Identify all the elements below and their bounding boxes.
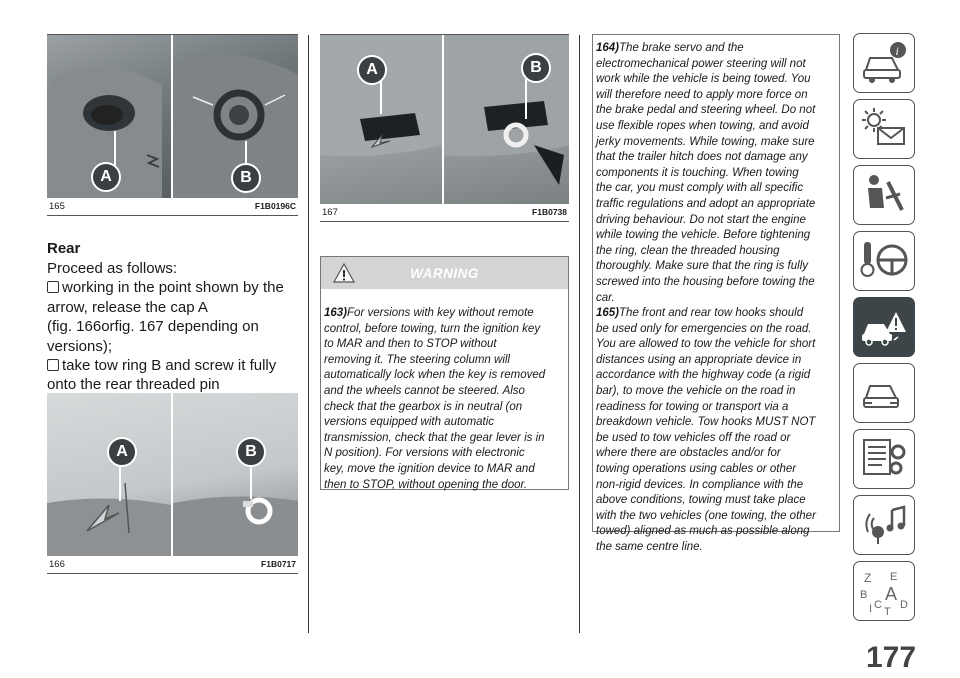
index-letter-b: B — [860, 589, 868, 601]
ring-inserted-illustration — [444, 35, 569, 204]
note-ref: 165) — [596, 307, 620, 320]
warning-title: WARNING — [410, 266, 479, 281]
figure-number: 166 — [49, 559, 65, 570]
starting-driving-icon — [860, 238, 908, 282]
index-letter-i: I — [869, 603, 873, 615]
marker-a: A — [91, 162, 121, 192]
tab-warning-lights[interactable] — [853, 99, 915, 159]
figure-caption — [47, 556, 298, 574]
figure-code: F1B0196C — [254, 201, 296, 211]
tab-safety[interactable] — [853, 165, 915, 225]
tab-starting-driving[interactable] — [853, 231, 915, 291]
index-letter-d: D — [900, 599, 908, 611]
notes-text: 164)The brake servo and the electromechanical power steering will not work while the vehicle is being towed. You will therefore need to apply more force on the brake pedal and steering wheel. Do not use flexible ropes when towing, and avoid jerky movements. While towing, make sure that the trailer hitch does not damage any components it is touching. When towing the car, you must comply with all specific traffic regulations and adopt an appropriate driving behaviour. Do not start the engine while towing the vehicle. Before tightening the ring, clean the threaded housing thoroughly. Make sure that the ring is fully screwed into the housing before towing the car. 165)The front and rear tow hooks should be used only for emergencies on the road. You are allowed to tow the vehicle for short distances using an appropriate device in accordance with the highway code (a rigid bar), to move the vehicle on the road in readiness for towing or transport via a breakdown vehicle. Tow hooks MUST NOT be used to tow vehicles off the road or where there are obstacles and/or for towing operations using cables or other non-rigid devices. In compliance with the above conditions, towing must take place with the two vehicles (one towing, the other towed) aligned as much as possible along the same centre line. — [596, 42, 816, 553]
marker-b: B — [231, 163, 261, 193]
figure-number: 167 — [322, 207, 338, 218]
tab-car-info[interactable] — [853, 33, 915, 93]
checkbox-bullet-icon — [47, 281, 59, 293]
marker-a: A — [107, 437, 137, 467]
figure-165 — [47, 34, 298, 215]
figure-caption — [47, 198, 298, 216]
index-letter-z: Z — [864, 571, 872, 585]
section-heading: Rear — [47, 240, 81, 257]
figure-165-image — [47, 35, 298, 198]
intro-text: Proceed as follows: — [47, 260, 178, 277]
index-letter-c: C — [874, 599, 882, 611]
svg-text:i: i — [895, 44, 899, 58]
tab-emergency[interactable] — [853, 297, 915, 357]
tow-ring-screwed-illustration — [173, 393, 298, 556]
warning-header — [321, 257, 568, 289]
step-2: take tow ring B and screw it fully — [47, 356, 302, 375]
tab-multimedia[interactable] — [853, 495, 915, 555]
maintenance-icon — [860, 370, 908, 414]
note-ref: 163) — [324, 307, 348, 319]
warning-text: 163)For versions with key without remote control, before towing, turn the ignition key to MAR and then to STOP without removing it. The steering column will automatically lock when the key is removed and the wheels cannot be steered. Also check that the gearbox is in neutral (on versions equipped with automatic transmission, check that the gear lever is in N position). For versions with electronic key, move the ignition device to MAR and then to STOP, without opening the door. — [324, 307, 546, 491]
figure-167-image — [320, 35, 569, 204]
notes-box — [592, 34, 840, 553]
step-1: working in the point shown by the — [47, 278, 302, 297]
section-body: Proceed as follows: working in the point shown by the arrow, release the cap A (fig. 166orfig. 167 depending on versions); take tow ring B and screw it fully onto the rear threaded pin — [47, 259, 302, 395]
warning-box — [320, 256, 569, 490]
marker-b: B — [521, 53, 551, 83]
note-ref: 164) — [596, 42, 620, 54]
warning-lights-icon — [860, 106, 908, 150]
tab-technical-data[interactable] — [853, 429, 915, 489]
figure-166-image — [47, 393, 298, 556]
column-rule-right — [579, 35, 580, 633]
technical-data-icon — [860, 436, 908, 480]
tab-index[interactable] — [853, 561, 915, 621]
emergency-icon — [860, 304, 908, 348]
tab-maintenance[interactable] — [853, 363, 915, 423]
index-letter-t: T — [884, 606, 891, 616]
marker-a: A — [357, 55, 387, 85]
car-info-icon — [860, 40, 908, 84]
marker-b: B — [236, 437, 266, 467]
column-rule-left — [308, 35, 309, 633]
page-number: 177 — [866, 641, 917, 674]
index-letter-a: A — [885, 584, 898, 604]
checkbox-bullet-icon — [47, 359, 59, 371]
figure-code: F1B0738 — [532, 207, 567, 217]
safety-icon — [860, 172, 908, 216]
figure-number: 165 — [49, 201, 65, 212]
figure-166 — [47, 393, 298, 573]
multimedia-icon — [860, 502, 908, 546]
figure-167 — [320, 34, 569, 221]
bumper-cap-illustration — [47, 393, 171, 556]
figure-caption — [320, 204, 569, 222]
index-letter-e: E — [890, 571, 898, 583]
index-icon — [860, 568, 908, 616]
figure-code: F1B0717 — [261, 559, 296, 569]
